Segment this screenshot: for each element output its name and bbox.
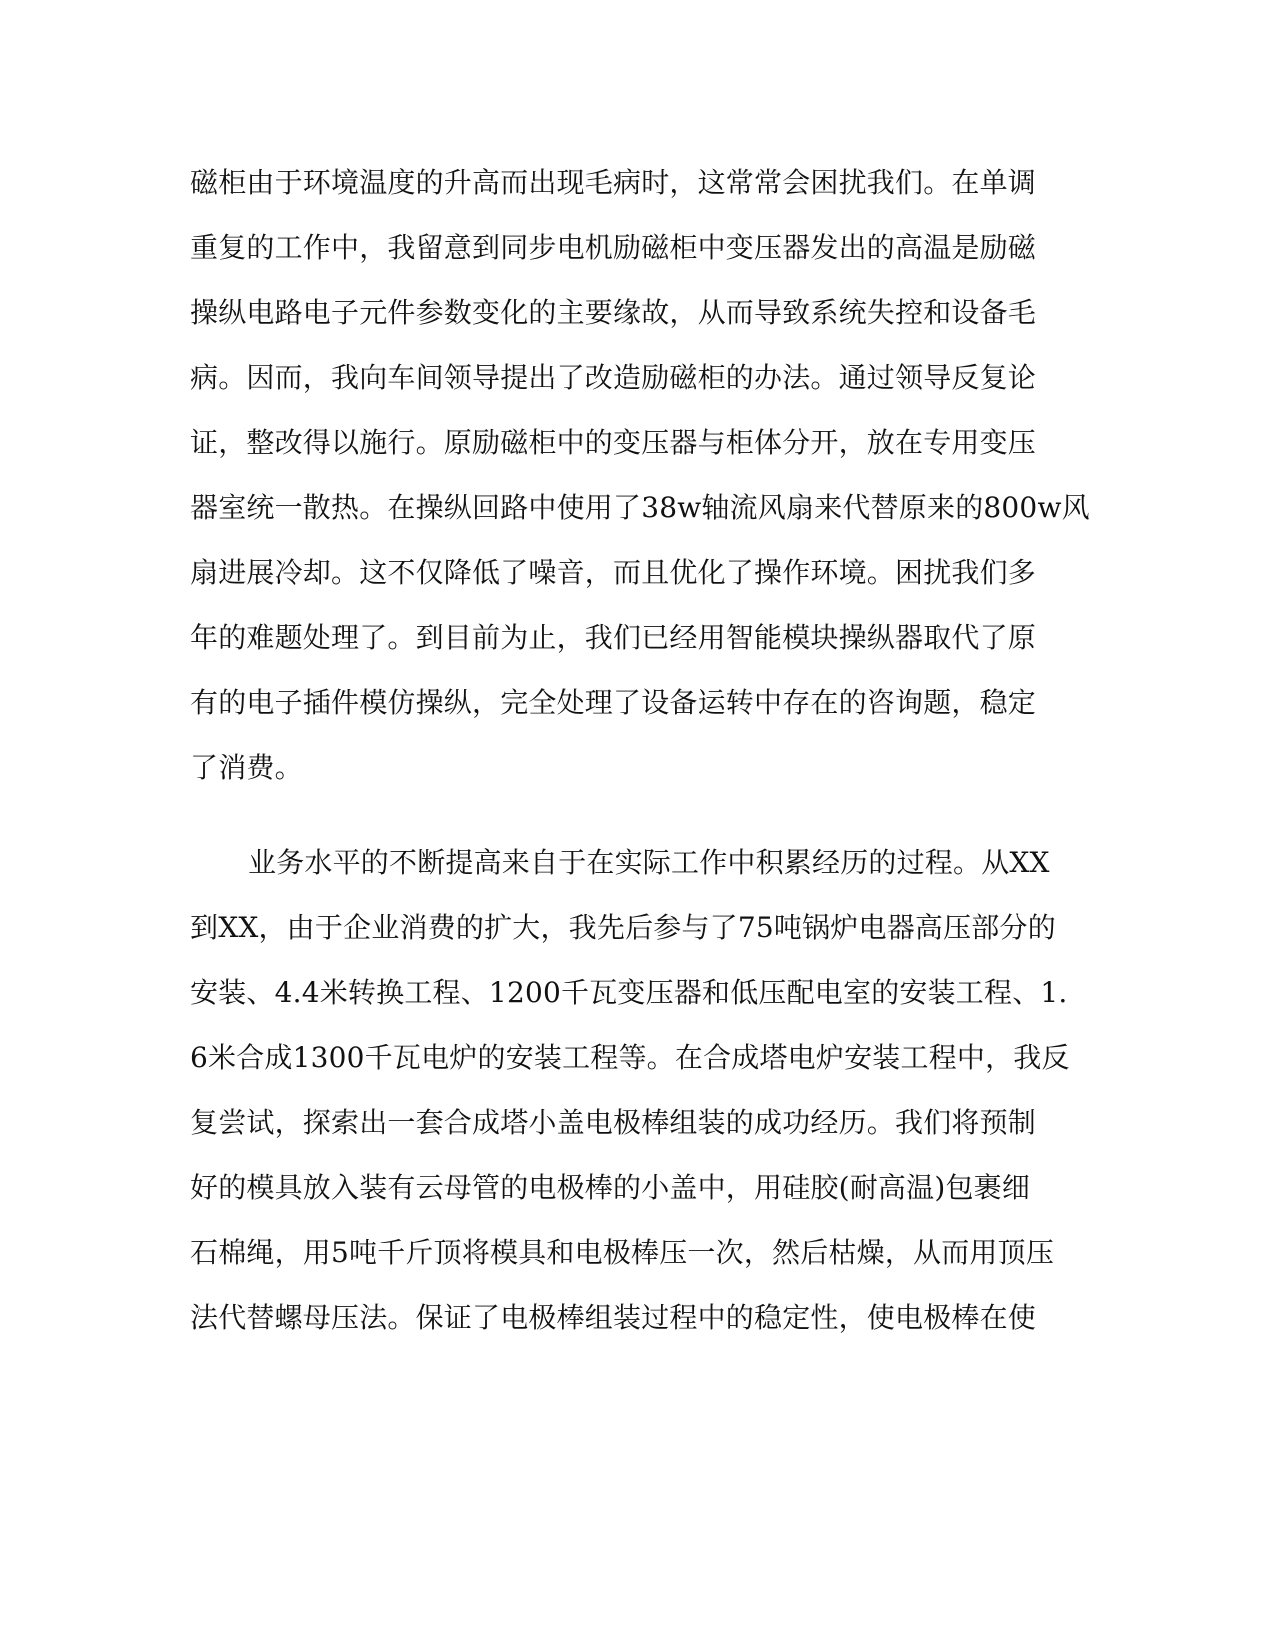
text-line: 6米合成1300千瓦电炉的安装工程等。在合成塔电炉安装工程中，我反: [190, 1041, 1070, 1074]
text-line: 复尝试，探索出一套合成塔小盖电极棒组装的成功经历。我们将预制: [190, 1106, 1037, 1139]
text-line: 年的难题处理了。到目前为止，我们已经用智能模块操纵器取代了原: [190, 621, 1037, 654]
text-line: 有的电子插件模仿操纵，完全处理了设备运转中存在的咨询题，稳定: [190, 686, 1037, 719]
text-line: 好的模具放入装有云母管的电极棒的小盖中，用硅胶(耐高温)包裹细: [190, 1171, 1031, 1204]
text-line: 法代替螺母压法。保证了电极棒组装过程中的稳定性，使电极棒在使: [190, 1301, 1037, 1334]
text-line: 了消费。: [190, 751, 303, 784]
text-line: 重复的工作中，我留意到同步电机励磁柜中变压器发出的高温是励磁: [190, 231, 1037, 264]
text-line: 磁柜由于环境温度的升高而出现毛病时，这常常会困扰我们。在单调: [190, 166, 1037, 199]
text-line: 病。因而，我向车间领导提出了改造励磁柜的办法。通过领导反复论: [190, 361, 1037, 394]
text-line: 安装、4.4米转换工程、1200千瓦变压器和低压配电室的安装工程、1.: [190, 976, 1068, 1009]
text-line: 证，整改得以施行。原励磁柜中的变压器与柜体分开，放在专用变压: [190, 426, 1037, 459]
text-line: 扇进展冷却。这不仅降低了噪音，而且优化了操作环境。困扰我们多: [190, 556, 1037, 589]
text-line: 石棉绳，用5吨千斤顶将模具和电极棒压一次，然后枯燥，从而用顶压: [190, 1236, 1055, 1269]
paragraph-2: [190, 830, 1090, 1350]
text-line: 器室统一散热。在操纵回路中使用了38w轴流风扇来代替原来的800w风: [190, 491, 1090, 524]
text-line: 业务水平的不断提高来自于在实际工作中积累经历的过程。从XX: [248, 846, 1050, 879]
text-line: 到XX，由于企业消费的扩大，我先后参与了75吨锅炉电器高压部分的: [190, 911, 1056, 944]
text-line: 操纵电路电子元件参数变化的主要缘故，从而导致系统失控和设备毛: [190, 296, 1037, 329]
paragraph-1: [190, 150, 1090, 800]
